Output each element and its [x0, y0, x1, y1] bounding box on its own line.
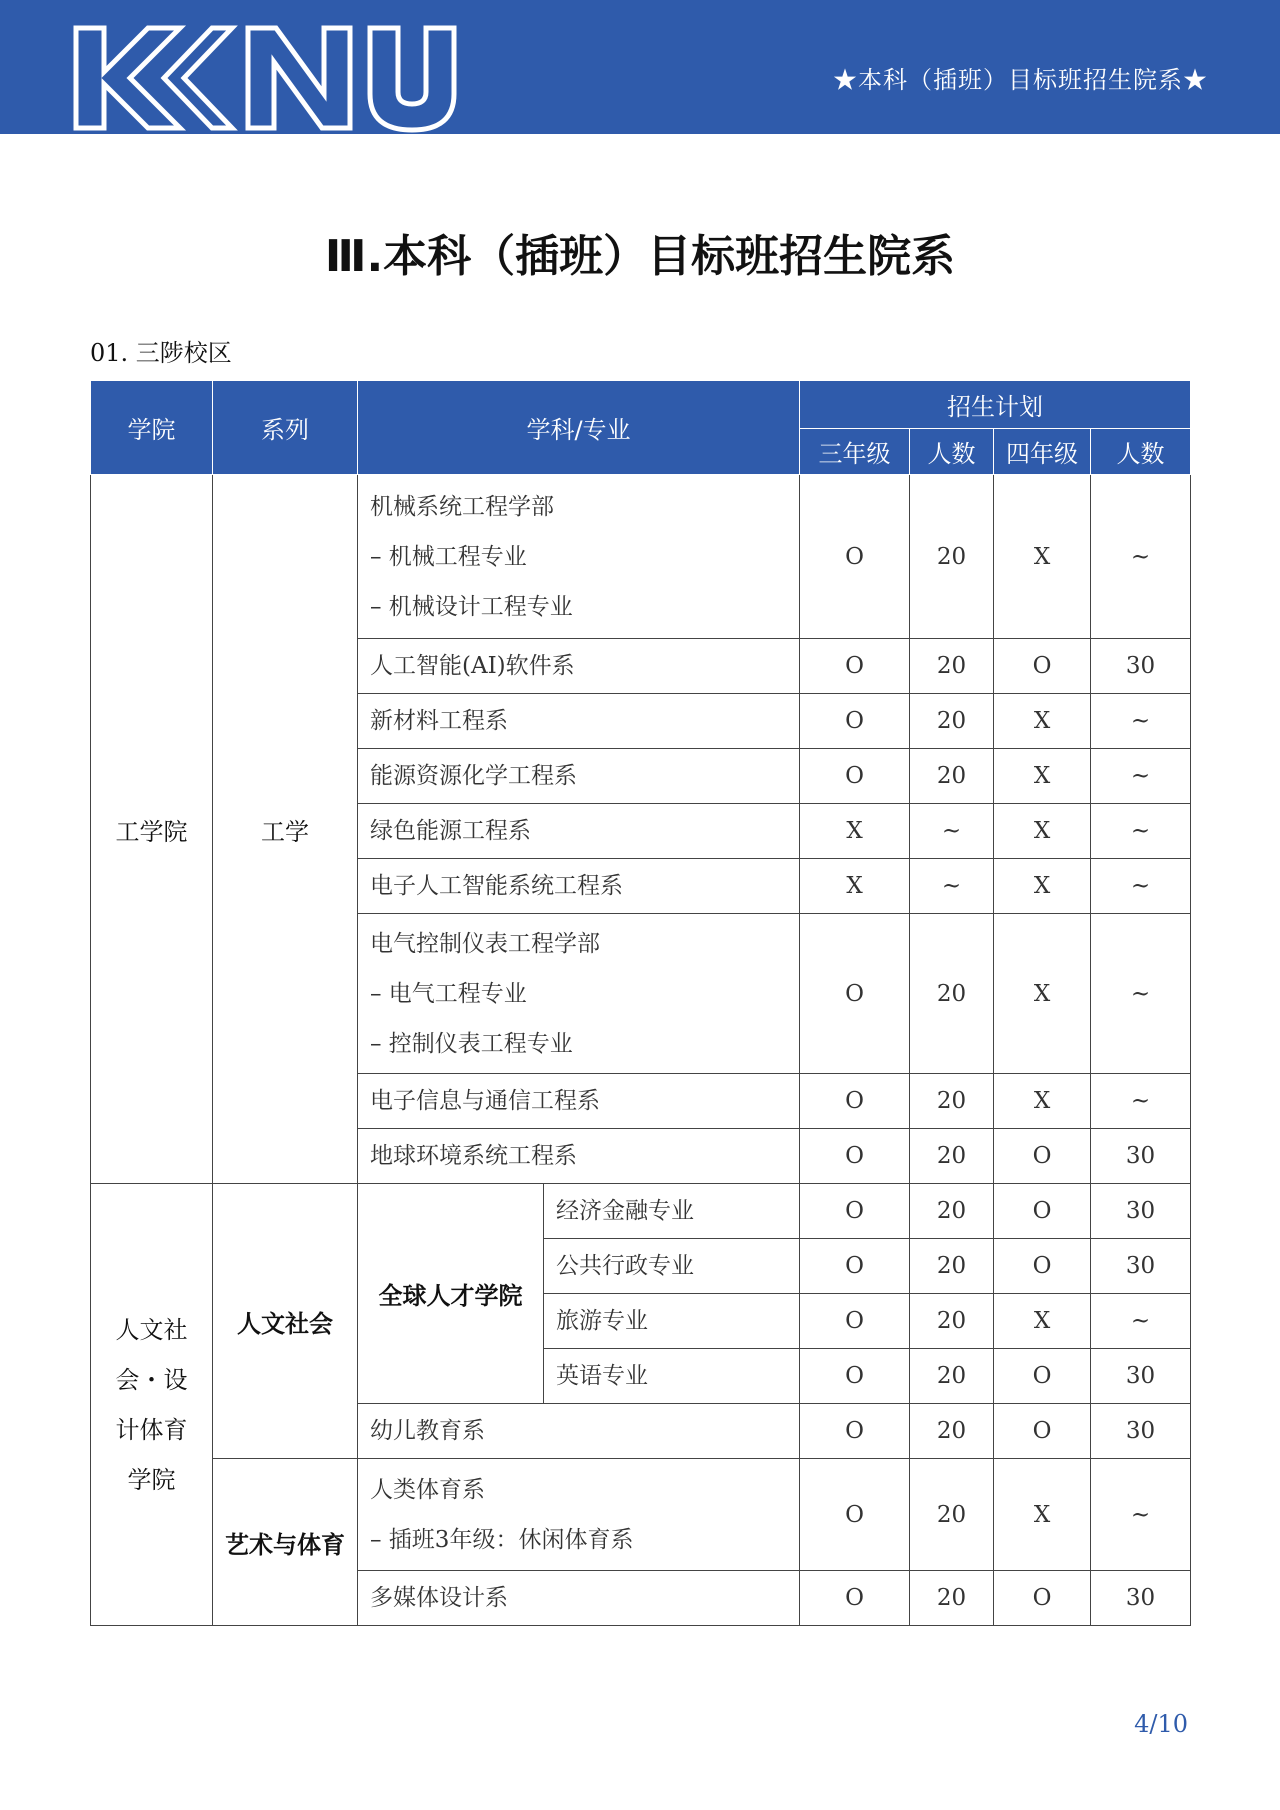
subject-line: 绿色能源工程系 [370, 818, 531, 844]
college-cell: 人文社会・设计体育学院 [91, 1184, 213, 1626]
subject-cell [358, 639, 800, 694]
subject-line: 电子信息与通信工程系 [370, 1088, 600, 1114]
subject-cell [358, 694, 800, 749]
series-cell: 工学 [213, 475, 358, 1184]
count4-cell: ~ [1091, 1459, 1191, 1571]
count4-cell: ~ [1091, 1294, 1191, 1349]
count4-cell: 30 [1091, 1404, 1191, 1459]
subject-line: – 电气工程专业 [370, 980, 527, 1007]
grade3-cell: O [800, 749, 910, 804]
count3-cell: 20 [910, 1349, 994, 1404]
header-series: 系列 [213, 381, 358, 475]
count4-cell: ~ [1091, 1074, 1191, 1129]
header-banner [0, 0, 1280, 134]
header-count4: 人数 [1091, 429, 1191, 475]
header-grade3: 三年级 [800, 429, 910, 475]
grade3-cell: O [800, 1349, 910, 1404]
grade3-cell: O [800, 1404, 910, 1459]
banner-title: ★本科（插班）目标班招生院系★ [833, 66, 1208, 94]
subject-cell [544, 1349, 800, 1404]
subject-line: 英语专业 [556, 1363, 648, 1389]
grade4-cell: O [994, 1239, 1091, 1294]
count4-cell: ~ [1091, 914, 1191, 1074]
series-cell: 人文社会 [213, 1184, 358, 1459]
subject-line: 经济金融专业 [556, 1198, 694, 1224]
header-college: 学院 [91, 381, 213, 475]
count4-cell: ~ [1091, 804, 1191, 859]
grade3-cell: O [800, 694, 910, 749]
campus-label: 01. 三陟校区 [90, 339, 232, 367]
grade4-cell: X [994, 749, 1091, 804]
subject-line: 机械系统工程学部 [370, 493, 554, 520]
subject-line: 电气控制仪表工程学部 [370, 930, 600, 957]
subject-line: 地球环境系统工程系 [370, 1143, 577, 1169]
grade4-cell: X [994, 804, 1091, 859]
header-plan: 招生计划 [800, 381, 1191, 429]
count3-cell: 20 [910, 914, 994, 1074]
subject-cell [358, 804, 800, 859]
grade4-cell: O [994, 639, 1091, 694]
grade3-cell: O [800, 639, 910, 694]
count4-cell: ~ [1091, 749, 1191, 804]
subject-cell [544, 1184, 800, 1239]
grade4-cell: X [994, 694, 1091, 749]
count3-cell: 20 [910, 1074, 994, 1129]
subject-line: 能源资源化学工程系 [370, 763, 577, 789]
subject-cell [358, 1404, 800, 1459]
admission-table [90, 380, 1191, 1626]
grade3-cell: X [800, 804, 910, 859]
count4-cell: 30 [1091, 1184, 1191, 1239]
count3-cell: 20 [910, 1459, 994, 1571]
grade4-cell: O [994, 1571, 1091, 1626]
grade3-cell: O [800, 1184, 910, 1239]
subject-cell [358, 1571, 800, 1626]
grade3-cell: O [800, 1294, 910, 1349]
count3-cell: ~ [910, 804, 994, 859]
count4-cell: 30 [1091, 1129, 1191, 1184]
count4-cell: 30 [1091, 1349, 1191, 1404]
subject-line: – 插班3年级：休闲体育系 [370, 1526, 634, 1553]
table-row [91, 475, 1191, 639]
grade3-cell: O [800, 1239, 910, 1294]
grade3-cell: X [800, 859, 910, 914]
count4-cell: 30 [1091, 1571, 1191, 1626]
subject-cell [544, 1239, 800, 1294]
count3-cell: 20 [910, 1129, 994, 1184]
grade4-cell: X [994, 914, 1091, 1074]
count3-cell: 20 [910, 694, 994, 749]
grade4-cell: O [994, 1349, 1091, 1404]
grade4-cell: O [994, 1129, 1091, 1184]
header-grade4: 四年级 [994, 429, 1091, 475]
grade4-cell: X [994, 1074, 1091, 1129]
subject-cell [544, 1294, 800, 1349]
count3-cell: 20 [910, 1571, 994, 1626]
subject-cell [358, 1074, 800, 1129]
grade3-cell: O [800, 1459, 910, 1571]
subject-line: 幼儿教育系 [370, 1418, 485, 1444]
grade3-cell: O [800, 1571, 910, 1626]
count3-cell: 20 [910, 475, 994, 639]
grade3-cell: O [800, 475, 910, 639]
subject-line: 电子人工智能系统工程系 [370, 873, 623, 899]
grade3-cell: O [800, 914, 910, 1074]
count4-cell: ~ [1091, 694, 1191, 749]
count3-cell: 20 [910, 639, 994, 694]
subject-line: – 机械工程专业 [370, 543, 527, 570]
grade4-cell: X [994, 1459, 1091, 1571]
grade4-cell: O [994, 1404, 1091, 1459]
header-count3: 人数 [910, 429, 994, 475]
knu-logo [72, 22, 472, 134]
count3-cell: 20 [910, 1184, 994, 1239]
subject-cell [358, 475, 800, 639]
header-subject: 学科/专业 [358, 381, 800, 475]
college-cell: 工学院 [91, 475, 213, 1184]
series-cell: 艺术与体育 [213, 1459, 358, 1626]
subject-cell [358, 914, 800, 1074]
grade3-cell: O [800, 1129, 910, 1184]
subject-line: 新材料工程系 [370, 708, 508, 734]
count3-cell: 20 [910, 749, 994, 804]
subject-line: 人类体育系 [370, 1476, 485, 1503]
subject-cell [358, 1459, 800, 1571]
subject-line: – 机械设计工程专业 [370, 593, 573, 620]
table-body [91, 475, 1191, 1626]
count3-cell: 20 [910, 1404, 994, 1459]
grade4-cell: X [994, 859, 1091, 914]
count4-cell: ~ [1091, 859, 1191, 914]
subject-line: 旅游专业 [556, 1308, 648, 1334]
subject-line: 多媒体设计系 [370, 1585, 508, 1611]
subject-cell [358, 749, 800, 804]
grade3-cell: O [800, 1074, 910, 1129]
grade4-cell: X [994, 1294, 1091, 1349]
subject-line: – 控制仪表工程专业 [370, 1030, 573, 1057]
grade4-cell: X [994, 475, 1091, 639]
subject-line: 人工智能(AI)软件系 [370, 653, 575, 679]
table-row [91, 1459, 1191, 1571]
table-row [91, 1184, 1191, 1239]
subject-line: 公共行政专业 [556, 1253, 694, 1279]
count3-cell: 20 [910, 1294, 994, 1349]
grade4-cell: O [994, 1184, 1091, 1239]
count4-cell: 30 [1091, 1239, 1191, 1294]
group-cell: 全球人才学院 [358, 1184, 544, 1404]
count4-cell: ~ [1091, 475, 1191, 639]
count3-cell: ~ [910, 859, 994, 914]
page-number: 4/10 [1134, 1710, 1188, 1738]
count3-cell: 20 [910, 1239, 994, 1294]
page-title: Ⅲ.本科（插班）目标班招生院系 [324, 231, 956, 282]
subject-cell [358, 1129, 800, 1184]
subject-cell [358, 859, 800, 914]
count4-cell: 30 [1091, 639, 1191, 694]
